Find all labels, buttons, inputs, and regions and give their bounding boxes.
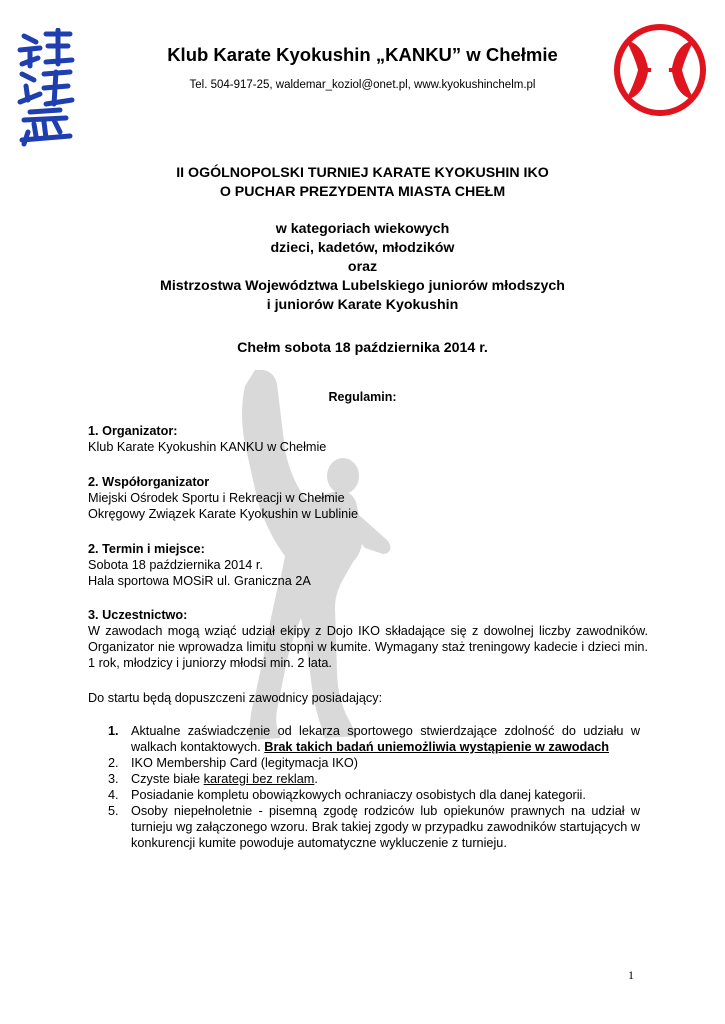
event-date: Chełm sobota 18 października 2014 r. [237,340,488,356]
section-participation [88,607,648,671]
section-heading: 1. Organizator: [88,424,178,438]
kanku-symbol-logo-icon [612,22,708,118]
regulations-title: Regulamin: [328,390,397,404]
section-date-place [88,541,648,589]
section-line: Miejski Ośrodek Sportu i Rekreacji w Chełmie [88,491,345,505]
event-title-line-2: O PUCHAR PREZYDENTA MIASTA CHEŁM [219,184,506,200]
list-item [108,723,640,755]
kyokushin-kanji-logo-icon [14,28,76,148]
list-item-text: IKO Membership Card (legitymacja IKO) [131,756,359,770]
list-item-number: 3. [108,772,119,786]
category-line-1: w kategoriach wiekowych [275,221,450,237]
list-item-suffix: . [314,772,318,786]
contact-info: Tel. 504-917-25, waldemar_koziol@onet.pl, www.kyokushinchelm.pl [189,79,536,91]
list-item [108,803,640,851]
section-paragraph: W zawodach mogą wziąć udział ekipy z Dojo IKO składające się z dowolnej liczby zawodników. Organizator nie wprowadza limitu stopni w kumite. Wymagany staż treningowy kadecie i dzieci min. 1 rok, młodzicy i juniorzy młodsi min. 2 lata. [88,624,648,670]
category-line-3: oraz [347,259,378,275]
section-co-organizer [88,474,648,522]
event-title-line-1: II OGÓLNOPOLSKI TURNIEJ KARATE KYOKUSHIN IKO [176,165,549,181]
section-heading: 2. Termin i miejsce: [88,542,205,556]
list-item-text: Posiadanie kompletu obowiązkowych ochraniaczy osobistych dla danej kategorii. [131,788,586,802]
list-item [108,755,640,771]
list-item-text: Czyste białe [131,772,204,786]
list-item [108,771,640,787]
event-title [80,164,645,202]
category-line-4: Mistrzostwa Województwa Lubelskiego juniorów młodszych [160,278,565,294]
list-item-number: 2. [108,756,119,770]
list-item-text: Osoby niepełnoletnie - pisemną zgodę rodziców lub opiekunów prawnych na udział w turnieju wg załączonego wzoru. Brak takiej zgody w przypadku zawodników startujących w konkurencji kumite powoduje automatyczne wykluczenie z turnieju. [131,804,640,850]
section-line: Okręgowy Związek Karate Kyokushin w Lublinie [88,507,359,521]
section-line: Klub Karate Kyokushin KANKU w Chełmie [88,440,327,454]
list-item-emphasis: karategi bez reklam [203,772,315,786]
page-number: 1 [628,968,634,982]
club-title: Klub Karate Kyokushin „KANKU” w Chełmie [167,44,558,65]
category-line-5: i juniorów Karate Kyokushin [266,297,459,313]
list-item-text: Aktualne zaświadczenie od lekarza sportowego stwierdzające zdolność do udziału w walkach kontaktowych. [131,724,640,754]
section-line: Sobota 18 października 2014 r. [88,558,263,572]
section-organizer [88,423,648,455]
requirements-list [108,723,640,851]
section-line: Hala sportowa MOSiR ul. Graniczna 2A [88,574,311,588]
list-item-number: 4. [108,788,119,802]
list-item-number: 5. [108,804,119,818]
section-heading: 3. Uczestnictwo: [88,608,188,622]
list-item-emphasis: Brak takich badań uniemożliwia wystąpienie w zawodach [264,740,610,754]
category-line-2: dzieci, kadetów, młodzików [270,240,455,256]
admission-intro: Do startu będą dopuszczeni zawodnicy posiadający: [88,691,383,705]
list-item [108,787,640,803]
list-item-number: 1. [108,724,119,738]
section-heading: 2. Współorganizator [88,475,210,489]
event-categories [80,220,645,315]
